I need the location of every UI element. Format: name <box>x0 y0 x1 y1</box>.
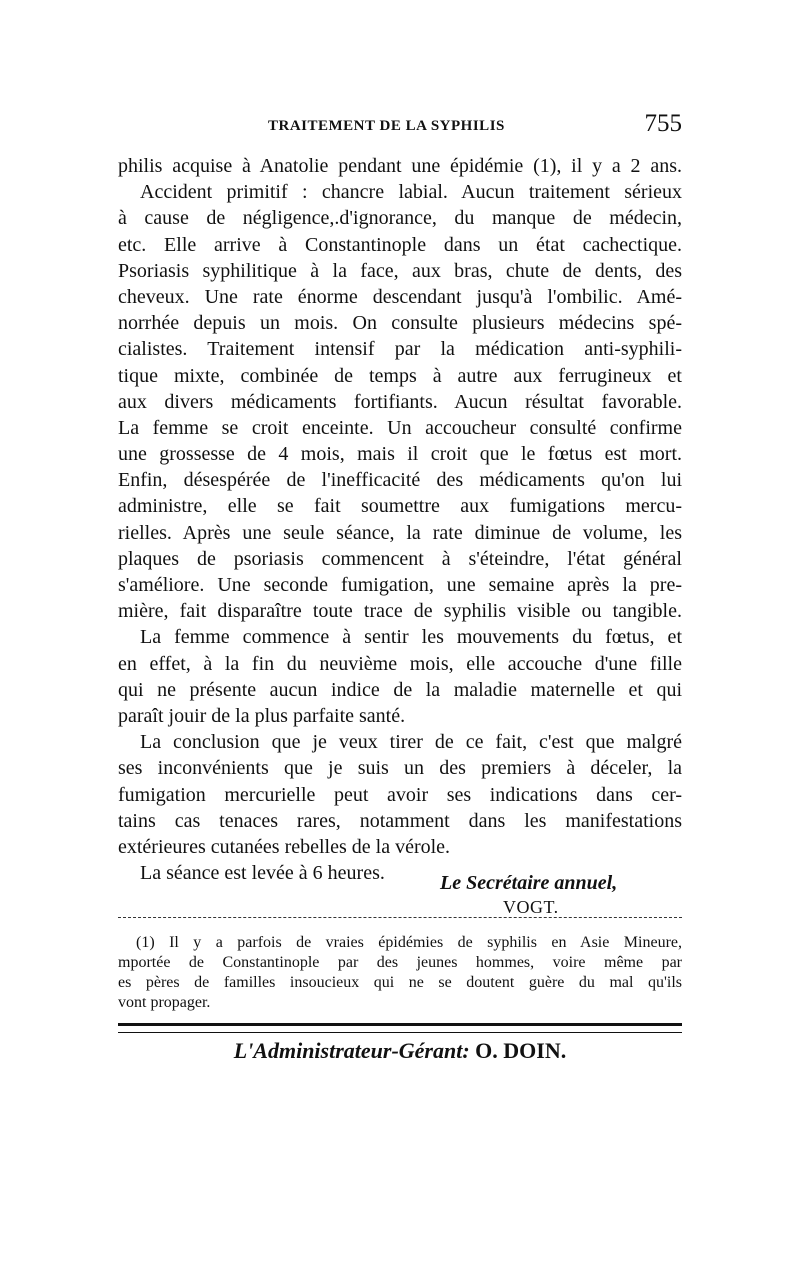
footnotes <box>118 933 682 1013</box>
body-line: tains cas tenaces rares, notamment dans les manifestations <box>118 809 682 832</box>
footnote-line: vont propager. <box>118 994 211 1011</box>
body-line: plaques de psoriasis commencent à s'éteindre, l'état général <box>118 547 682 570</box>
body-text <box>118 153 682 886</box>
signature-name: VOGT. <box>503 897 559 917</box>
body-line: Accident primitif : chancre labial. Aucun traitement sérieux <box>140 181 682 204</box>
body-line: extérieures cutanées rebelles de la vérole. <box>118 835 451 858</box>
body-line: qui ne présente aucun indice de la maladie maternelle et qui <box>118 678 682 701</box>
body-line: La femme commence à sentir les mouvements du fœtus, et <box>140 626 682 649</box>
body-line: administre, elle se fait soumettre aux fumigations mercu- <box>118 495 682 518</box>
body-line: La femme se croit enceinte. Un accoucheur consulté confirme <box>118 416 682 439</box>
footnote-divider <box>118 917 682 918</box>
page-header <box>118 110 682 146</box>
body-line: à cause de négligence,.d'ignorance, du manque de médecin, <box>118 207 682 230</box>
body-line: une grossesse de 4 mois, mais il croit que le fœtus est mort. <box>118 443 682 466</box>
running-title: TRAITEMENT DE LA SYPHILIS <box>268 118 505 134</box>
body-line: tique mixte, combinée de temps à autre aux ferrugineux et <box>118 364 682 387</box>
body-line: paraît jouir de la plus parfaite santé. <box>118 704 406 727</box>
imprint <box>118 1038 682 1064</box>
footnote-line: es pères de familles insoucieux qui ne se doutent guère du mal qu'ils <box>118 974 682 991</box>
body-line: cialistes. Traitement intensif par la médication anti-syphili- <box>118 338 682 361</box>
body-line: rielles. Après une seule séance, la rate diminue de volume, les <box>118 521 682 544</box>
body-line: philis acquise à Anatolie pendant une épidémie (1), il y a 2 ans. <box>118 155 682 177</box>
body-line: cheveux. Une rate énorme descendant jusqu'à l'ombilic. Amé- <box>118 285 682 308</box>
imprint-divider <box>118 1023 682 1033</box>
body-line: norrhée depuis un mois. On consulte plusieurs médecins spé- <box>118 312 682 335</box>
body-line: s'améliore. Une seconde fumigation, une semaine après la pre- <box>118 574 682 596</box>
body-line: La conclusion que je veux tirer de ce fait, c'est que malgré <box>140 731 682 754</box>
body-line: en effet, à la fin du neuvième mois, elle accouche d'une fille <box>118 652 682 675</box>
body-line: Enfin, désespérée de l'inefficacité des médicaments qu'on lui <box>118 469 682 492</box>
signature-title: Le Secrétaire annuel, <box>440 872 618 894</box>
body-line: fumigation mercurielle peut avoir ses indications dans cer- <box>118 783 682 806</box>
body-line: etc. Elle arrive à Constantinople dans un état cachectique. <box>118 233 682 256</box>
body-line: aux divers médicaments fortifiants. Aucun résultat favorable. <box>118 390 682 413</box>
footnote-line: mportée de Constantinople par des jeunes hommes, voire même par <box>118 954 682 971</box>
body-line: Psoriasis syphilitique à la face, aux bras, chute de dents, des <box>118 259 682 282</box>
imprint-role: L'Administrateur-Gérant: <box>233 1038 470 1063</box>
body-line: ses inconvénients que je suis un des premiers à déceler, la <box>118 757 682 780</box>
footnote-line: (1) Il y a parfois de vraies épidémies de syphilis en Asie Mineure, <box>136 934 682 951</box>
page-number: 755 <box>644 110 682 137</box>
body-line: mière, fait disparaître toute trace de syphilis visible ou tangible. <box>118 600 682 623</box>
body-line: La séance est levée à 6 heures. <box>140 862 385 885</box>
imprint-name: O. DOIN. <box>475 1038 567 1063</box>
